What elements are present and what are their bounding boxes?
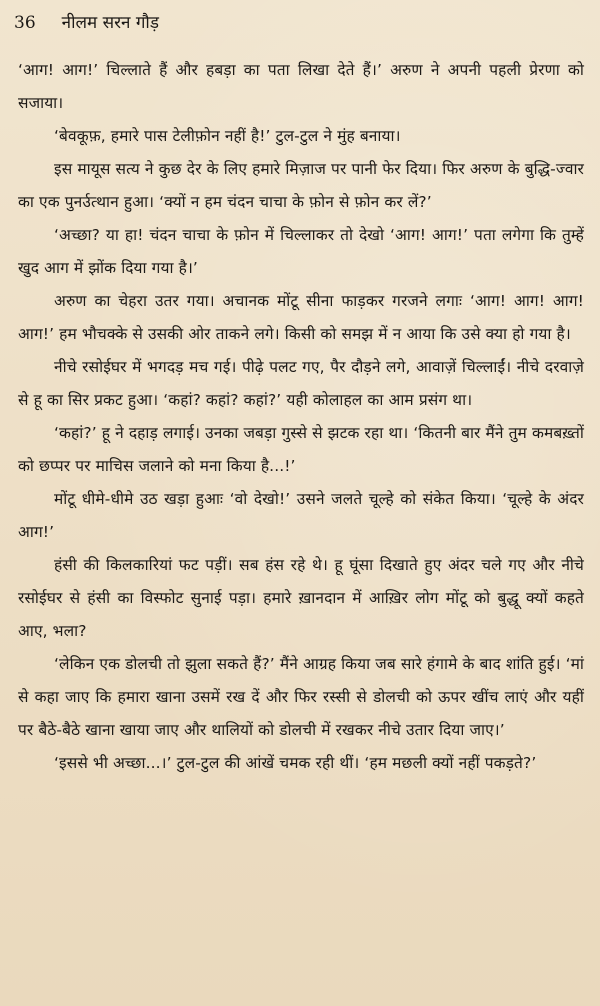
paragraph: अरुण का चेहरा उतर गया। अचानक मोंटू सीना फाड़कर गरजने लगाः ‘आग! आग! आग! आग!’ हम भौचक्के से उसकी ओर ताकने लगे। किसी को समझ में न आया कि उसे क्या हो गया है।	[18, 292, 584, 343]
paragraph: ‘इससे भी अच्छा...।’ टुल-टुल की आंखें चमक रही थीं। ‘हम मछली क्यों नहीं पकड़ते?’	[54, 754, 537, 772]
paragraph: नीचे रसोईघर में भगदड़ मच गई। पीढ़े पलट गए, पैर दौड़ने लगे, आवाज़ें चिल्लाईं। नीचे दरवाज़े से हू का सिर प्रकट हुआ। ‘कहां? कहां? कहां?’ यही कोलाहल का आम प्रसंग था।	[18, 358, 584, 409]
paragraph: ‘कहां?’ हू ने दहाड़ लगाई। उनका जबड़ा गुस्से से झटक रहा था। ‘कितनी बार मैंने तुम कमबख़्तों को छप्पर पर माचिस जलाने को मना किया है...!’	[18, 424, 584, 475]
paragraph: ‘बेवकूफ़, हमारे पास टेलीफ़ोन नहीं है!’ टुल-टुल ने मुंह बनाया।	[54, 127, 401, 145]
paragraph: हंसी की किलकारियां फट पड़ीं। सब हंस रहे थे। हू घूंसा दिखाते हुए अंदर चले गए और नीचे रसोईघर से हंसी का विस्फोट सुनाई पड़ा। हमारे ख़ानदान में आख़िर लोग मोंटू को बुद्धू क्यों कहते आए, भला?	[18, 556, 584, 640]
page-number: 36	[14, 13, 36, 33]
page-header	[14, 10, 586, 40]
paragraph: ‘आग! आग!’ चिल्लाते हैं और हबड़ा का पता लिखा देते हैं।’ अरुण ने अपनी पहली प्रेरणा को सजाया।	[18, 61, 584, 112]
body-text	[18, 54, 584, 780]
paragraph: मोंटू धीमे-धीमे उठ खड़ा हुआः ‘वो देखो!’ उसने जलते चूल्हे को संकेत किया। ‘चूल्हे के अंदर आग!’	[18, 490, 584, 541]
paragraph: ‘लेकिन एक डोलची तो झुला सकते हैं?’ मैंने आग्रह किया जब सारे हंगामे के बाद शांति हुई। ‘मां से कहा जाए कि हमारा खाना उसमें रख दें और फिर रस्सी से डोलची को ऊपर खींच लाएं और यहीं पर बैठे-बैठे खाना खाया जाए और थालियों को डोलची में रखकर नीचे उतार दिया जाए।’	[18, 655, 584, 739]
running-head-author: नीलम सरन गौड़	[61, 13, 159, 33]
paragraph: ‘अच्छा? या हा! चंदन चाचा के फ़ोन में चिल्लाकर तो देखो ‘आग! आग!’ पता लगेगा कि तुम्हें खुद आग में झोंक दिया गया है।’	[18, 226, 584, 277]
paragraph: इस मायूस सत्य ने कुछ देर के लिए हमारे मिज़ाज पर पानी फेर दिया। फिर अरुण के बुद्धि-ज्वार का एक पुनर्उत्थान हुआ। ‘क्यों न हम चंदन चाचा के फ़ोन से फ़ोन कर लें?’	[18, 160, 584, 211]
